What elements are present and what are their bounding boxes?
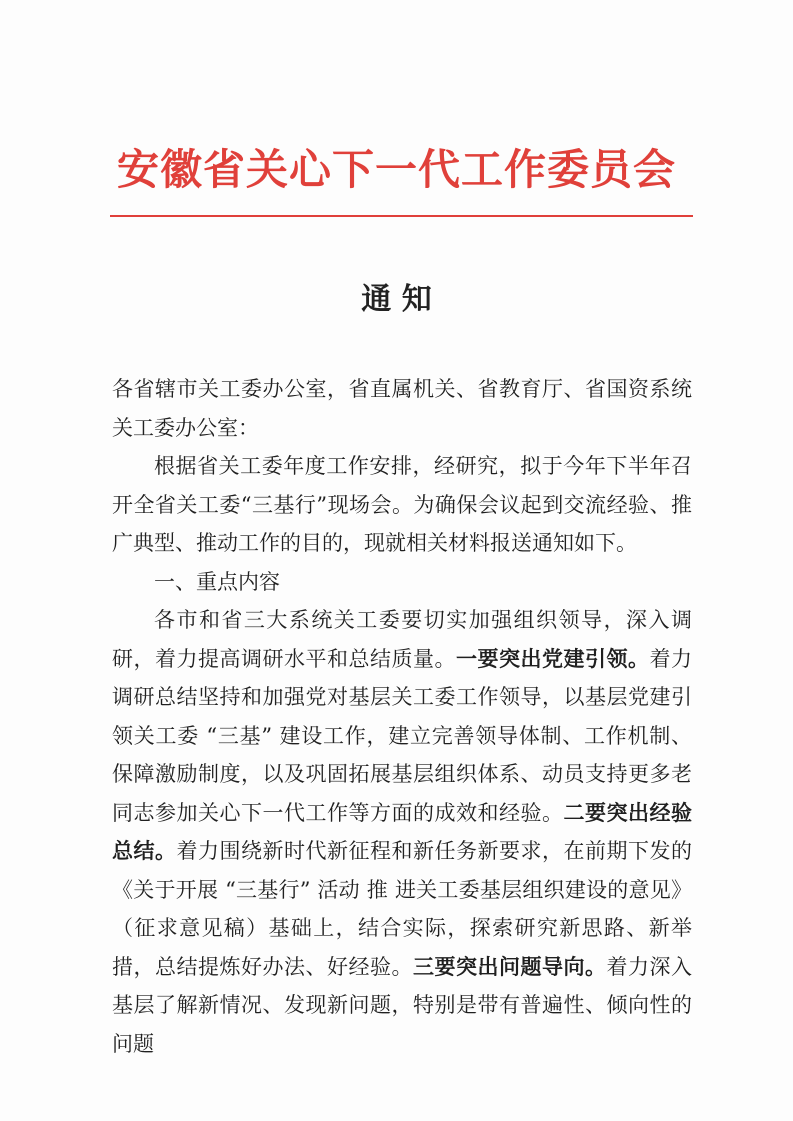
- addressee-line: 各省辖市关工委办公室，省直属机关、省教育厅、省国资系统关工委办公室：: [112, 377, 692, 440]
- organization-masthead: 安徽省关心下一代工作委员会: [116, 145, 676, 194]
- emphasis-point-1: 一要突出党建引领。: [456, 645, 650, 671]
- intro-paragraph: 根据省关工委年度工作安排，经研究，拟于今年下半年召开全省关工委“三基行”现场会。为确保会议起到交流经验、推广典型、推动工作的目的，现就相关材料报送通知如下。: [112, 454, 692, 555]
- emphasis-point-3: 三要突出问题导向。: [413, 953, 607, 979]
- paragraph-text: 各市和省三大系统关工委要切实加强组织领导，深入调研，着力提高调研水平和总结质量。: [112, 608, 692, 671]
- section-paragraph: [112, 601, 692, 1063]
- document-body: [112, 370, 692, 1063]
- paragraph-text: 着力调研总结坚持和加强党对基层关工委工作领导，以基层党建引领关工委 “三基” 建设工作，建立完善领导体制、工作机制、保障激励制度，以及巩固拓展基层组织体系、动员支持更多老同志参加关心下一代工作等方面的成效和经验。: [112, 646, 692, 825]
- red-divider-line: [110, 215, 693, 217]
- paragraph-text: 着力围绕新时代新征程和新任务新要求，在前期下发的《关于开展 “三基行” 活动 推 进关工委基层组织建设的意见》（征求意见稿）基础上，结合实际，探索研究新思路、新举措，总结提炼好办法、好经验。: [112, 839, 692, 979]
- document-title: 通 知: [361, 282, 432, 317]
- paragraph-text: 着力深入基层了解新情况、发现新问题，特别是带有普遍性、倾向性的问题: [112, 954, 692, 1056]
- emphasis-point-2: 二要突出经验总结。: [112, 799, 692, 863]
- section-heading: 一、重点内容: [154, 569, 280, 594]
